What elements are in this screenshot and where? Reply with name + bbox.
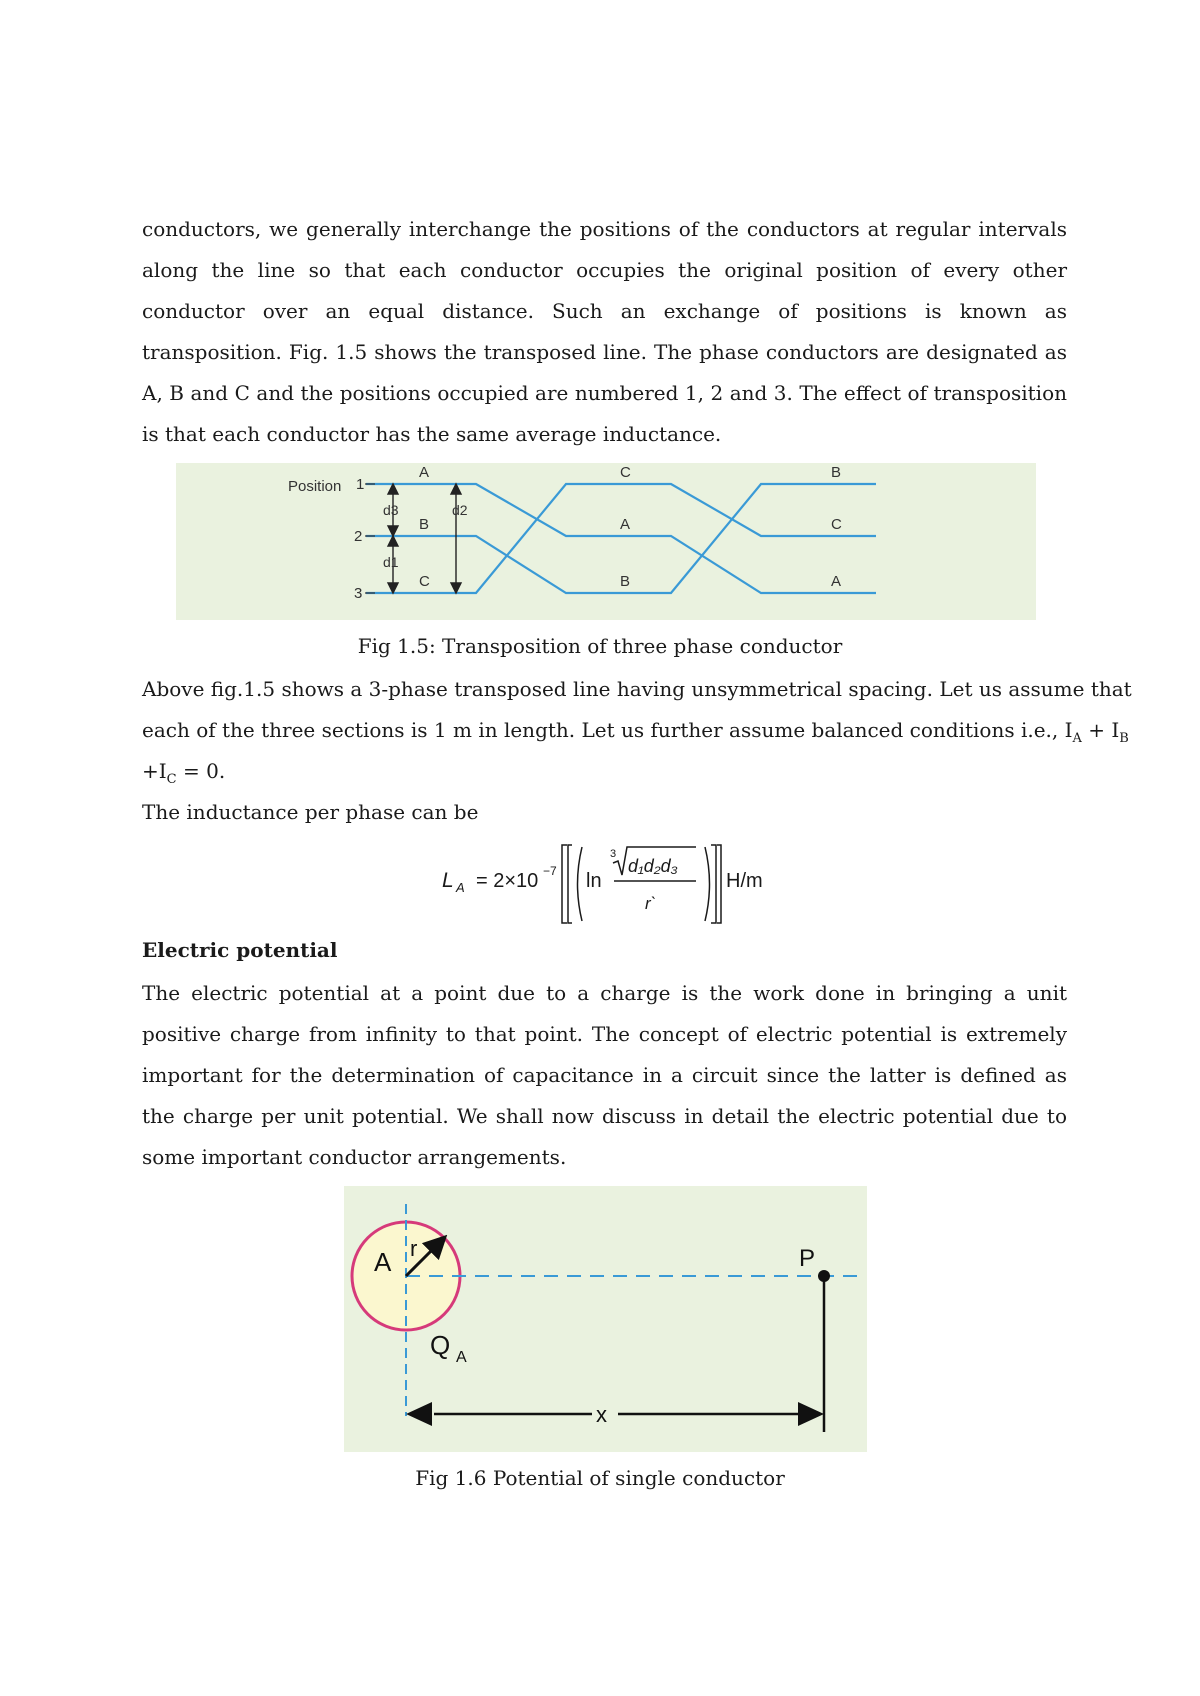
sec3-label-c: C <box>831 516 842 533</box>
svg-text:r`: r` <box>645 894 657 913</box>
paragraph-line-1: Above fig.1.5 shows a 3-phase transposed line having unsymmetrical spacing. Let us assume that <box>142 677 1132 701</box>
figure-1-5-caption: Fig 1.5: Transposition of three phase conductor <box>357 634 843 658</box>
label-p: P <box>799 1245 816 1272</box>
svg-text:d₁d₂d₃: d₁d₂d₃ <box>628 856 678 876</box>
paragraph-line-2: each of the three sections is 1 m in length. Let us further assume balanced conditions i.e., $I_A + I_B$ <box>142 718 1129 746</box>
label-x: x <box>596 1402 607 1427</box>
paragraph-transposition: conductors, we generally interchange the positions of the conductors at regular intervals along the line so that each conductor occupies the original position of every other conductor over an equal distance. Such an exchange of positions is known as transposition. Fig. 1.5 shows the transposed line. The phase conductors are designated as A, B and C and the positions occupied are numbered 1, 2 and 3. The effect of transposition is that each conductor has the same average inductance. <box>142 217 1067 446</box>
sec2-label-c: C <box>620 464 631 481</box>
svg-text:−7: −7 <box>543 864 557 878</box>
svg-text:= 2×10: = 2×10 <box>476 870 539 892</box>
d3-label: d3 <box>383 502 399 518</box>
label-q: Q <box>430 1330 451 1360</box>
label-a: A <box>374 1247 392 1277</box>
sec1-label-c: C <box>419 573 430 590</box>
position-2-label: 2 <box>354 528 363 545</box>
figure-1-6-caption: Fig 1.6 Potential of single conductor <box>415 1466 785 1490</box>
figure-transposition <box>176 463 1036 620</box>
point-p-marker <box>818 1270 830 1282</box>
section-heading-electric-potential: Electric potential <box>142 938 338 962</box>
svg-text:ln: ln <box>586 870 602 892</box>
label-r: r <box>410 1236 418 1261</box>
label-q-sub: A <box>456 1349 467 1366</box>
sec3-label-b: B <box>831 464 842 481</box>
position-1-label: 1 <box>356 476 365 493</box>
sec3-label-a: A <box>831 573 842 590</box>
paragraph-line-4: The inductance per phase can be <box>142 800 479 824</box>
d1-label: d1 <box>383 554 399 570</box>
sec1-label-a: A <box>419 464 430 481</box>
svg-text:H/m: H/m <box>726 870 763 892</box>
x-arrow-left-icon <box>406 1402 432 1426</box>
svg-text:L: L <box>442 869 454 892</box>
svg-text:A: A <box>456 880 465 895</box>
d2-label: d2 <box>452 502 468 518</box>
figure-single-conductor <box>344 1186 867 1452</box>
paragraph-line-3: $+I_C = 0$. <box>142 759 226 787</box>
sec1-label-b: B <box>419 516 430 533</box>
position-label: Position <box>288 478 342 495</box>
svg-text:3: 3 <box>610 848 617 860</box>
position-3-label: 3 <box>354 585 363 602</box>
sec2-label-a: A <box>620 516 631 533</box>
inductance-formula <box>430 837 790 927</box>
sec2-label-b: B <box>620 573 631 590</box>
paragraph-electric-potential: The electric potential at a point due to a charge is the work done in bringing a unit positive charge from infinity to that point. The concept of electric potential is extremely important for the determination of capacitance in a circuit since the latter is defined as the charge per unit potential. We shall now discuss in detail the electric potential due to some important conductor arrangements. <box>142 981 1067 1169</box>
x-arrow-right-icon <box>798 1402 824 1426</box>
